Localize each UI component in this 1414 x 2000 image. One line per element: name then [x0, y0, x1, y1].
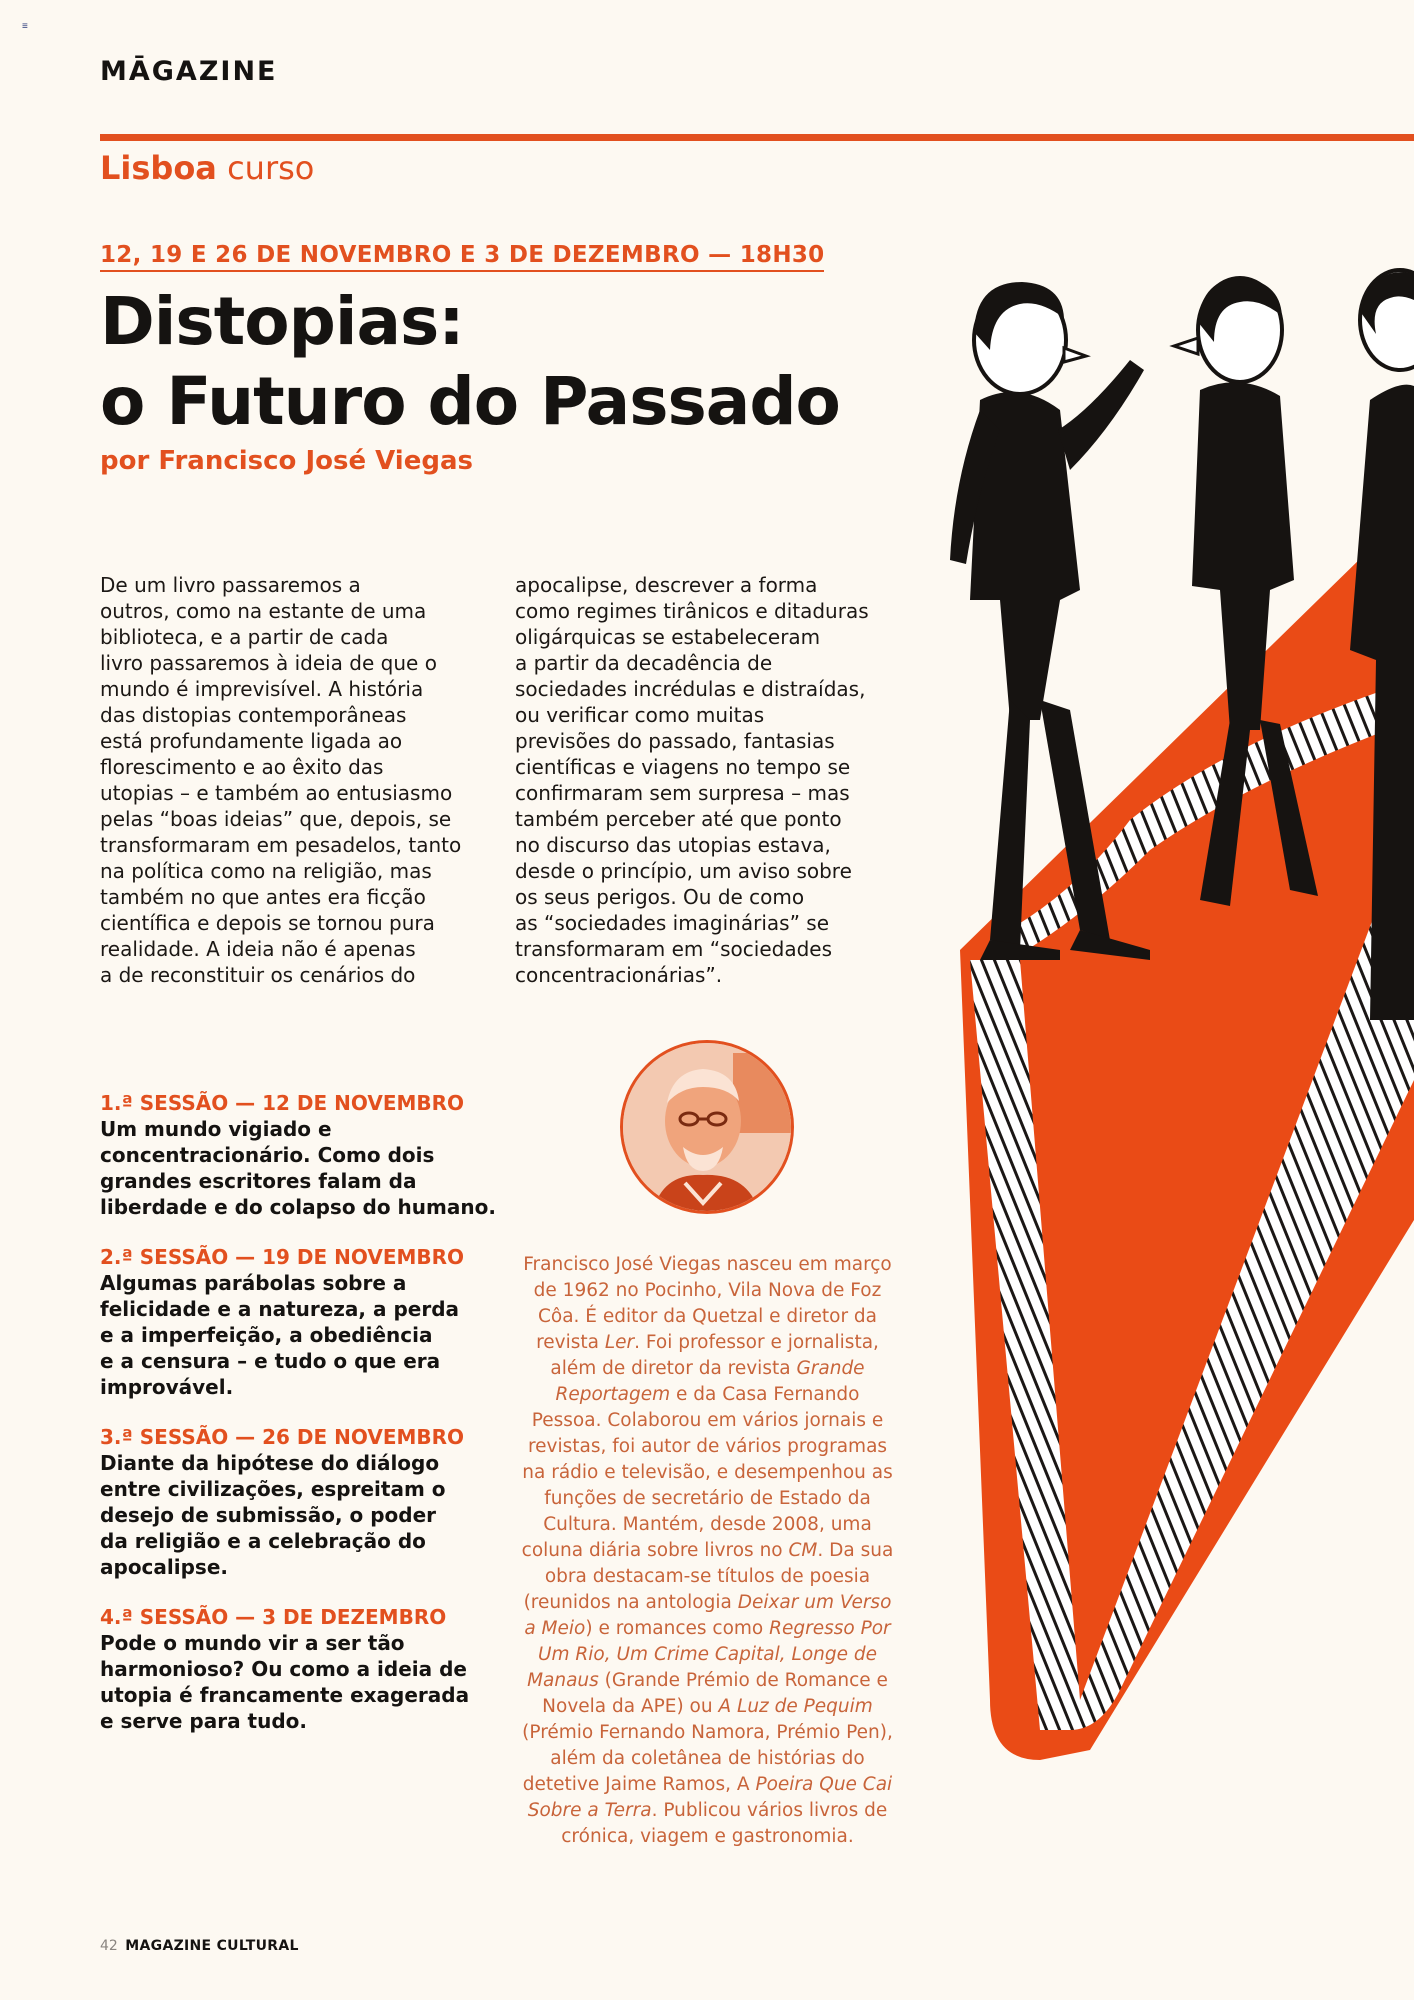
section-type: curso: [227, 149, 315, 187]
session-heading: 4.ª SESSÃO — 3 DE DEZEMBRO: [100, 1605, 447, 1629]
session-item: [100, 1090, 500, 1220]
text-line: entre civilizações, espreitam o: [100, 1477, 446, 1501]
sessions-list: [100, 1090, 500, 1758]
magazine-logo: MĀGAZINE: [100, 56, 278, 87]
text-line: harmonioso? Ou como a ideia de: [100, 1657, 467, 1681]
bio-italic: A Luz de Pequim: [718, 1696, 873, 1717]
text-line: concentracionárias”.: [515, 963, 723, 987]
session-description: [100, 1270, 500, 1400]
text-line: a de reconstituir os cenários do: [100, 963, 416, 987]
bio-italic: Ler: [604, 1332, 635, 1353]
session-description: [100, 1450, 500, 1580]
title-line-1: Distopias:: [100, 283, 464, 360]
text-line: das distopias contemporâneas: [100, 703, 407, 727]
text-line: pelas “boas ideias” que, depois, se: [100, 807, 452, 831]
bio-text: (Prémio Fernando Namora, Prémio Pen), além da coletânea de histórias do detetive Jaime Ramos, A: [522, 1722, 893, 1795]
bio-text: Francisco José Viegas nasceu em março de 1962 no Pocinho, Vila Nova de Foz Côa. É editor da Quetzal e diretor da revista: [523, 1254, 892, 1353]
text-line: as “sociedades imaginárias” se: [515, 911, 830, 935]
text-line: e a imperfeição, a obediência: [100, 1323, 433, 1347]
text-line: utopias – e também ao entusiasmo: [100, 781, 453, 805]
text-line: desde o princípio, um aviso sobre: [515, 859, 852, 883]
article-title: [100, 282, 840, 442]
text-line: concentracionário. Como dois: [100, 1143, 435, 1167]
title-line-2: o Futuro do Passado: [100, 363, 840, 440]
header-rule: [100, 134, 1414, 141]
bio-text: e da Casa Fernando Pessoa. Colaborou em vários jornais e revistas, foi autor de vários programas na rádio e televisão, e desempenhou as funções de secretário de Estado da Cultura. Mantém, desde 2008, uma coluna diária sobre livros no: [521, 1384, 893, 1561]
text-line: grandes escritores falam da: [100, 1169, 417, 1193]
text-line: transformaram em “sociedades: [515, 937, 833, 961]
text-line: livro passaremos à ideia de que o: [100, 651, 437, 675]
session-description: [100, 1116, 500, 1220]
text-line: liberdade e do colapso do humano.: [100, 1195, 496, 1219]
bio-text: . Da sua obra destacam-se títulos de poesia (reunidos na antologia: [523, 1540, 894, 1613]
bio-text: ) e romances como: [585, 1618, 770, 1639]
bio-text: . Publicou vários livros de crónica, viagem e gastronomia.: [561, 1800, 888, 1847]
bio-italic: CM: [788, 1540, 818, 1561]
text-line: mundo é imprevisível. A história: [100, 677, 424, 701]
text-line: felicidade e a natureza, a perda: [100, 1297, 460, 1321]
text-line: e serve para tudo.: [100, 1709, 308, 1733]
text-line: da religião e a celebração do: [100, 1529, 426, 1553]
text-line: utopia é francamente exagerada: [100, 1683, 470, 1707]
session-item: [100, 1424, 500, 1580]
text-line: improvável.: [100, 1375, 234, 1399]
text-line: Um mundo vigiado e: [100, 1117, 332, 1141]
session-item: [100, 1244, 500, 1400]
text-line: como regimes tirânicos e ditaduras: [515, 599, 869, 623]
text-line: previsões do passado, fantasias: [515, 729, 835, 753]
text-line: também no que antes era ficção: [100, 885, 426, 909]
text-line: realidade. A ideia não é apenas: [100, 937, 416, 961]
text-line: na política como na religião, mas: [100, 859, 432, 883]
text-line: está profundamente ligada ao: [100, 729, 403, 753]
text-line: biblioteca, e a partir de cada: [100, 625, 389, 649]
bio-text: . Foi professor e jornalista, além de diretor da revista: [550, 1332, 879, 1379]
text-line: científica e depois se tornou pura: [100, 911, 435, 935]
text-line: outros, como na estante de uma: [100, 599, 427, 623]
text-line: oligárquicas se estabeleceram: [515, 625, 821, 649]
session-item: [100, 1604, 500, 1734]
text-line: transformaram em pesadelos, tanto: [100, 833, 462, 857]
text-line: no discurso das utopias estava,: [515, 833, 831, 857]
publication-name: MAGAZINE CULTURAL: [125, 1938, 299, 1954]
event-dates: 12, 19 E 26 DE NOVEMBRO E 3 DE DEZEMBRO — 18H30: [100, 242, 824, 272]
book-figures-illustration: [930, 260, 1414, 1780]
text-line: florescimento e ao êxito das: [100, 755, 384, 779]
text-line: a partir da decadência de: [515, 651, 773, 675]
page-footer: [100, 1938, 299, 1954]
bio-italic: Deixar um Verso a Meio: [524, 1592, 892, 1639]
text-line: apocalipse.: [100, 1555, 228, 1579]
session-heading: 3.ª SESSÃO — 26 DE NOVEMBRO: [100, 1425, 465, 1449]
section-city: Lisboa: [100, 149, 217, 187]
body-column-1: [100, 572, 490, 988]
text-line: confirmaram sem surpresa – mas: [515, 781, 850, 805]
text-line: Diante da hipótese do diálogo: [100, 1451, 440, 1475]
session-heading: 2.ª SESSÃO — 19 DE NOVEMBRO: [100, 1245, 465, 1269]
text-line: Algumas parábolas sobre a: [100, 1271, 407, 1295]
session-heading: 1.ª SESSÃO — 12 DE NOVEMBRO: [100, 1091, 465, 1115]
text-line: os seus perigos. Ou de como: [515, 885, 805, 909]
text-line: apocalipse, descrever a forma: [515, 573, 818, 597]
byline: por Francisco José Viegas: [100, 446, 473, 476]
text-line: sociedades incrédulas e distraídas,: [515, 677, 866, 701]
text-line: científicas e viagens no tempo se: [515, 755, 851, 779]
page-number: 42: [100, 1938, 118, 1954]
bio-italic: Regresso Por Um Rio, Um Crime Capital, Longe de Manaus: [527, 1618, 891, 1691]
author-portrait: [620, 1040, 794, 1214]
text-line: ou verificar como muitas: [515, 703, 765, 727]
bio-italic: Grande Reportagem: [555, 1358, 865, 1405]
text-line: desejo de submissão, o poder: [100, 1503, 437, 1527]
portrait-drawing: [623, 1043, 791, 1211]
text-line: também perceber até que ponto: [515, 807, 842, 831]
menu-flag-icon: ≡: [22, 21, 28, 32]
text-line: e a censura – e tudo o que era: [100, 1349, 441, 1373]
body-column-2: [515, 572, 915, 988]
section-label: [100, 148, 314, 188]
author-bio: [520, 1252, 895, 1850]
text-line: De um livro passaremos a: [100, 573, 361, 597]
bio-italic: Poeira Que Cai Sobre a Terra: [527, 1774, 893, 1821]
session-description: [100, 1630, 500, 1734]
text-line: Pode o mundo vir a ser tão: [100, 1631, 405, 1655]
bio-text: (Grande Prémio de Romance e Novela da APE) ou: [542, 1670, 888, 1717]
